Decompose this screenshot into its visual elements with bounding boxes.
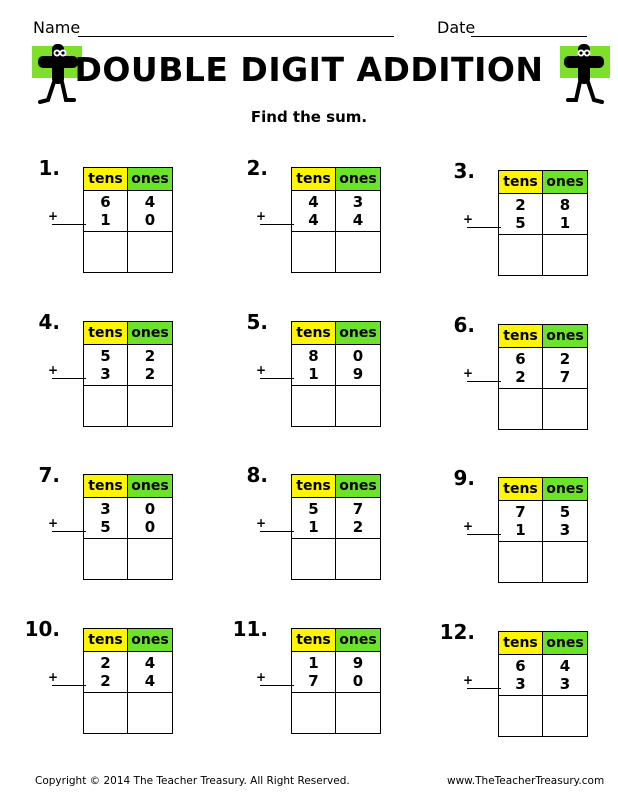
operation-line [467, 381, 501, 382]
bottom-tens-digit: 4 [308, 211, 319, 229]
plus-sign: + [48, 363, 59, 377]
tens-header: tens [291, 167, 335, 190]
place-value-table [498, 324, 588, 430]
bottom-ones-digit: 2 [144, 365, 156, 383]
plus-sign: + [463, 673, 474, 687]
plus-sign: + [256, 516, 267, 530]
operation-line [52, 531, 86, 532]
ones-addends [127, 651, 172, 692]
ones-header: ones [542, 324, 587, 347]
problem-number: 12. [439, 620, 475, 644]
problem-number: 7. [38, 463, 60, 487]
top-tens-digit: 6 [515, 657, 526, 675]
operation-line [467, 688, 501, 689]
tens-addends [498, 193, 542, 234]
answer-ones-cell[interactable] [335, 231, 380, 272]
tens-addends [291, 344, 335, 385]
top-ones-digit: 7 [352, 500, 364, 518]
ones-header: ones [127, 167, 172, 190]
tens-header: tens [498, 170, 542, 193]
answer-ones-cell[interactable] [127, 538, 172, 579]
answer-tens-cell[interactable] [291, 231, 335, 272]
ones-addends [542, 193, 587, 234]
place-value-table [498, 631, 588, 737]
top-tens-digit: 3 [100, 500, 111, 518]
tens-header: tens [83, 321, 127, 344]
problem-number: 10. [24, 617, 60, 641]
bottom-ones-digit: 1 [559, 214, 571, 232]
name-label: Name [33, 18, 81, 37]
ones-header: ones [127, 628, 172, 651]
place-value-table [83, 628, 173, 734]
top-ones-digit: 0 [352, 347, 364, 365]
answer-ones-cell[interactable] [127, 385, 172, 426]
top-tens-digit: 6 [100, 193, 111, 211]
problem-number: 1. [38, 156, 60, 180]
tens-addends [498, 347, 542, 388]
top-ones-digit: 4 [559, 657, 571, 675]
bottom-ones-digit: 0 [144, 518, 156, 536]
bottom-tens-digit: 7 [308, 672, 319, 690]
answer-tens-cell[interactable] [498, 234, 542, 275]
copyright-text: Copyright © 2014 The Teacher Treasury. All Right Reserved. [35, 775, 350, 787]
operation-line [52, 685, 86, 686]
place-value-table [83, 167, 173, 273]
date-label: Date [437, 18, 476, 37]
bottom-tens-digit: 1 [100, 211, 111, 229]
problem-4 [0, 310, 168, 430]
bottom-tens-digit: 1 [308, 518, 319, 536]
tens-header: tens [83, 628, 127, 651]
bottom-ones-digit: 2 [352, 518, 364, 536]
plus-sign: + [463, 212, 474, 226]
tens-addends [83, 344, 127, 385]
tens-header: tens [83, 474, 127, 497]
date-field[interactable] [471, 36, 587, 37]
operation-line [260, 685, 294, 686]
answer-tens-cell[interactable] [83, 231, 127, 272]
plus-sign: + [256, 363, 267, 377]
tens-addends [498, 500, 542, 541]
plus-sign: + [48, 670, 59, 684]
bottom-tens-digit: 1 [308, 365, 319, 383]
operation-line [52, 378, 86, 379]
problem-5 [206, 310, 376, 430]
top-tens-digit: 1 [308, 654, 319, 672]
tens-addends [83, 190, 127, 231]
ones-addends [335, 190, 380, 231]
tens-addends [291, 497, 335, 538]
top-tens-digit: 7 [515, 503, 526, 521]
tens-addends [291, 190, 335, 231]
plus-sign: + [463, 366, 474, 380]
operation-line [260, 531, 294, 532]
tens-addends [291, 651, 335, 692]
ones-header: ones [335, 167, 380, 190]
problem-number: 9. [453, 466, 475, 490]
bottom-ones-digit: 4 [352, 211, 364, 229]
bottom-ones-digit: 9 [352, 365, 364, 383]
operation-line [260, 378, 294, 379]
problem-2 [206, 156, 376, 276]
ones-header: ones [127, 474, 172, 497]
ones-addends [127, 190, 172, 231]
operation-line [467, 227, 501, 228]
bottom-ones-digit: 3 [559, 675, 571, 693]
answer-ones-cell[interactable] [335, 538, 380, 579]
answer-tens-cell[interactable] [498, 695, 542, 736]
top-tens-digit: 5 [100, 347, 111, 365]
problem-7 [0, 463, 168, 583]
place-value-table [291, 167, 381, 273]
problem-1 [0, 156, 168, 276]
operation-line [52, 224, 86, 225]
top-ones-digit: 5 [559, 503, 571, 521]
bottom-ones-digit: 4 [144, 672, 156, 690]
place-value-table [83, 321, 173, 427]
problem-3 [413, 159, 583, 279]
problem-number: 3. [453, 159, 475, 183]
bottom-ones-digit: 7 [559, 368, 571, 386]
ones-header: ones [335, 628, 380, 651]
ones-header: ones [335, 321, 380, 344]
bottom-tens-digit: 3 [100, 365, 111, 383]
bottom-ones-digit: 0 [352, 672, 364, 690]
answer-tens-cell[interactable] [291, 385, 335, 426]
top-tens-digit: 2 [515, 196, 526, 214]
bottom-tens-digit: 5 [515, 214, 526, 232]
problem-number: 4. [38, 310, 60, 334]
top-tens-digit: 8 [308, 347, 319, 365]
top-ones-digit: 8 [559, 196, 571, 214]
tens-addends [83, 497, 127, 538]
top-tens-digit: 6 [515, 350, 526, 368]
ones-header: ones [542, 631, 587, 654]
website-text: www.TheTeacherTreasury.com [447, 775, 605, 787]
answer-ones-cell[interactable] [335, 385, 380, 426]
top-tens-digit: 2 [100, 654, 111, 672]
tens-header: tens [498, 477, 542, 500]
place-value-table [291, 628, 381, 734]
place-value-table [291, 321, 381, 427]
ones-addends [335, 497, 380, 538]
plus-sign: + [463, 519, 474, 533]
plus-sign: + [48, 209, 59, 223]
problem-8 [206, 463, 376, 583]
place-value-table [498, 477, 588, 583]
instructions: Find the sum. [250, 108, 368, 126]
place-value-table [83, 474, 173, 580]
plus-sign: + [256, 209, 267, 223]
answer-tens-cell[interactable] [291, 538, 335, 579]
answer-tens-cell[interactable] [83, 385, 127, 426]
tens-header: tens [291, 628, 335, 651]
tens-header: tens [291, 321, 335, 344]
tens-header: tens [83, 167, 127, 190]
bottom-tens-digit: 1 [515, 521, 526, 539]
problem-number: 5. [246, 310, 268, 334]
answer-ones-cell[interactable] [542, 695, 587, 736]
answer-tens-cell[interactable] [498, 388, 542, 429]
ones-addends [127, 344, 172, 385]
answer-ones-cell[interactable] [335, 692, 380, 733]
tens-addends [498, 654, 542, 695]
ones-addends [335, 651, 380, 692]
bottom-tens-digit: 2 [100, 672, 111, 690]
top-ones-digit: 4 [144, 193, 156, 211]
ones-addends [542, 500, 587, 541]
worksheet-title: DOUBLE DIGIT ADDITION [74, 50, 544, 89]
place-value-table [291, 474, 381, 580]
name-field[interactable] [78, 36, 394, 37]
ones-addends [127, 497, 172, 538]
ones-addends [542, 654, 587, 695]
top-ones-digit: 9 [352, 654, 364, 672]
ones-addends [542, 347, 587, 388]
ones-addends [335, 344, 380, 385]
bottom-tens-digit: 2 [515, 368, 526, 386]
problem-12 [413, 620, 583, 740]
tens-header: tens [291, 474, 335, 497]
answer-tens-cell[interactable] [291, 692, 335, 733]
problem-10 [0, 617, 168, 737]
bottom-tens-digit: 5 [100, 518, 111, 536]
answer-tens-cell[interactable] [83, 692, 127, 733]
top-ones-digit: 3 [352, 193, 364, 211]
operation-line [260, 224, 294, 225]
plus-sign: + [256, 670, 267, 684]
problem-6 [413, 313, 583, 433]
bottom-tens-digit: 3 [515, 675, 526, 693]
problem-9 [413, 466, 583, 586]
problem-number: 6. [453, 313, 475, 337]
plus-sign: + [48, 516, 59, 530]
problem-number: 11. [232, 617, 268, 641]
place-value-table [498, 170, 588, 276]
bottom-ones-digit: 3 [559, 521, 571, 539]
ones-header: ones [542, 170, 587, 193]
ones-header: ones [335, 474, 380, 497]
tens-header: tens [498, 324, 542, 347]
problem-number: 2. [246, 156, 268, 180]
top-ones-digit: 0 [144, 500, 156, 518]
top-tens-digit: 4 [308, 193, 319, 211]
tens-addends [83, 651, 127, 692]
top-ones-digit: 2 [559, 350, 571, 368]
top-ones-digit: 4 [144, 654, 156, 672]
answer-tens-cell[interactable] [498, 541, 542, 582]
operation-line [467, 534, 501, 535]
tens-header: tens [498, 631, 542, 654]
problem-number: 8. [246, 463, 268, 487]
bottom-ones-digit: 0 [144, 211, 156, 229]
answer-ones-cell[interactable] [542, 234, 587, 275]
answer-ones-cell[interactable] [542, 541, 587, 582]
ones-header: ones [127, 321, 172, 344]
problem-11 [206, 617, 376, 737]
answer-tens-cell[interactable] [83, 538, 127, 579]
top-tens-digit: 5 [308, 500, 319, 518]
answer-ones-cell[interactable] [542, 388, 587, 429]
answer-ones-cell[interactable] [127, 231, 172, 272]
answer-ones-cell[interactable] [127, 692, 172, 733]
ones-header: ones [542, 477, 587, 500]
top-ones-digit: 2 [144, 347, 156, 365]
